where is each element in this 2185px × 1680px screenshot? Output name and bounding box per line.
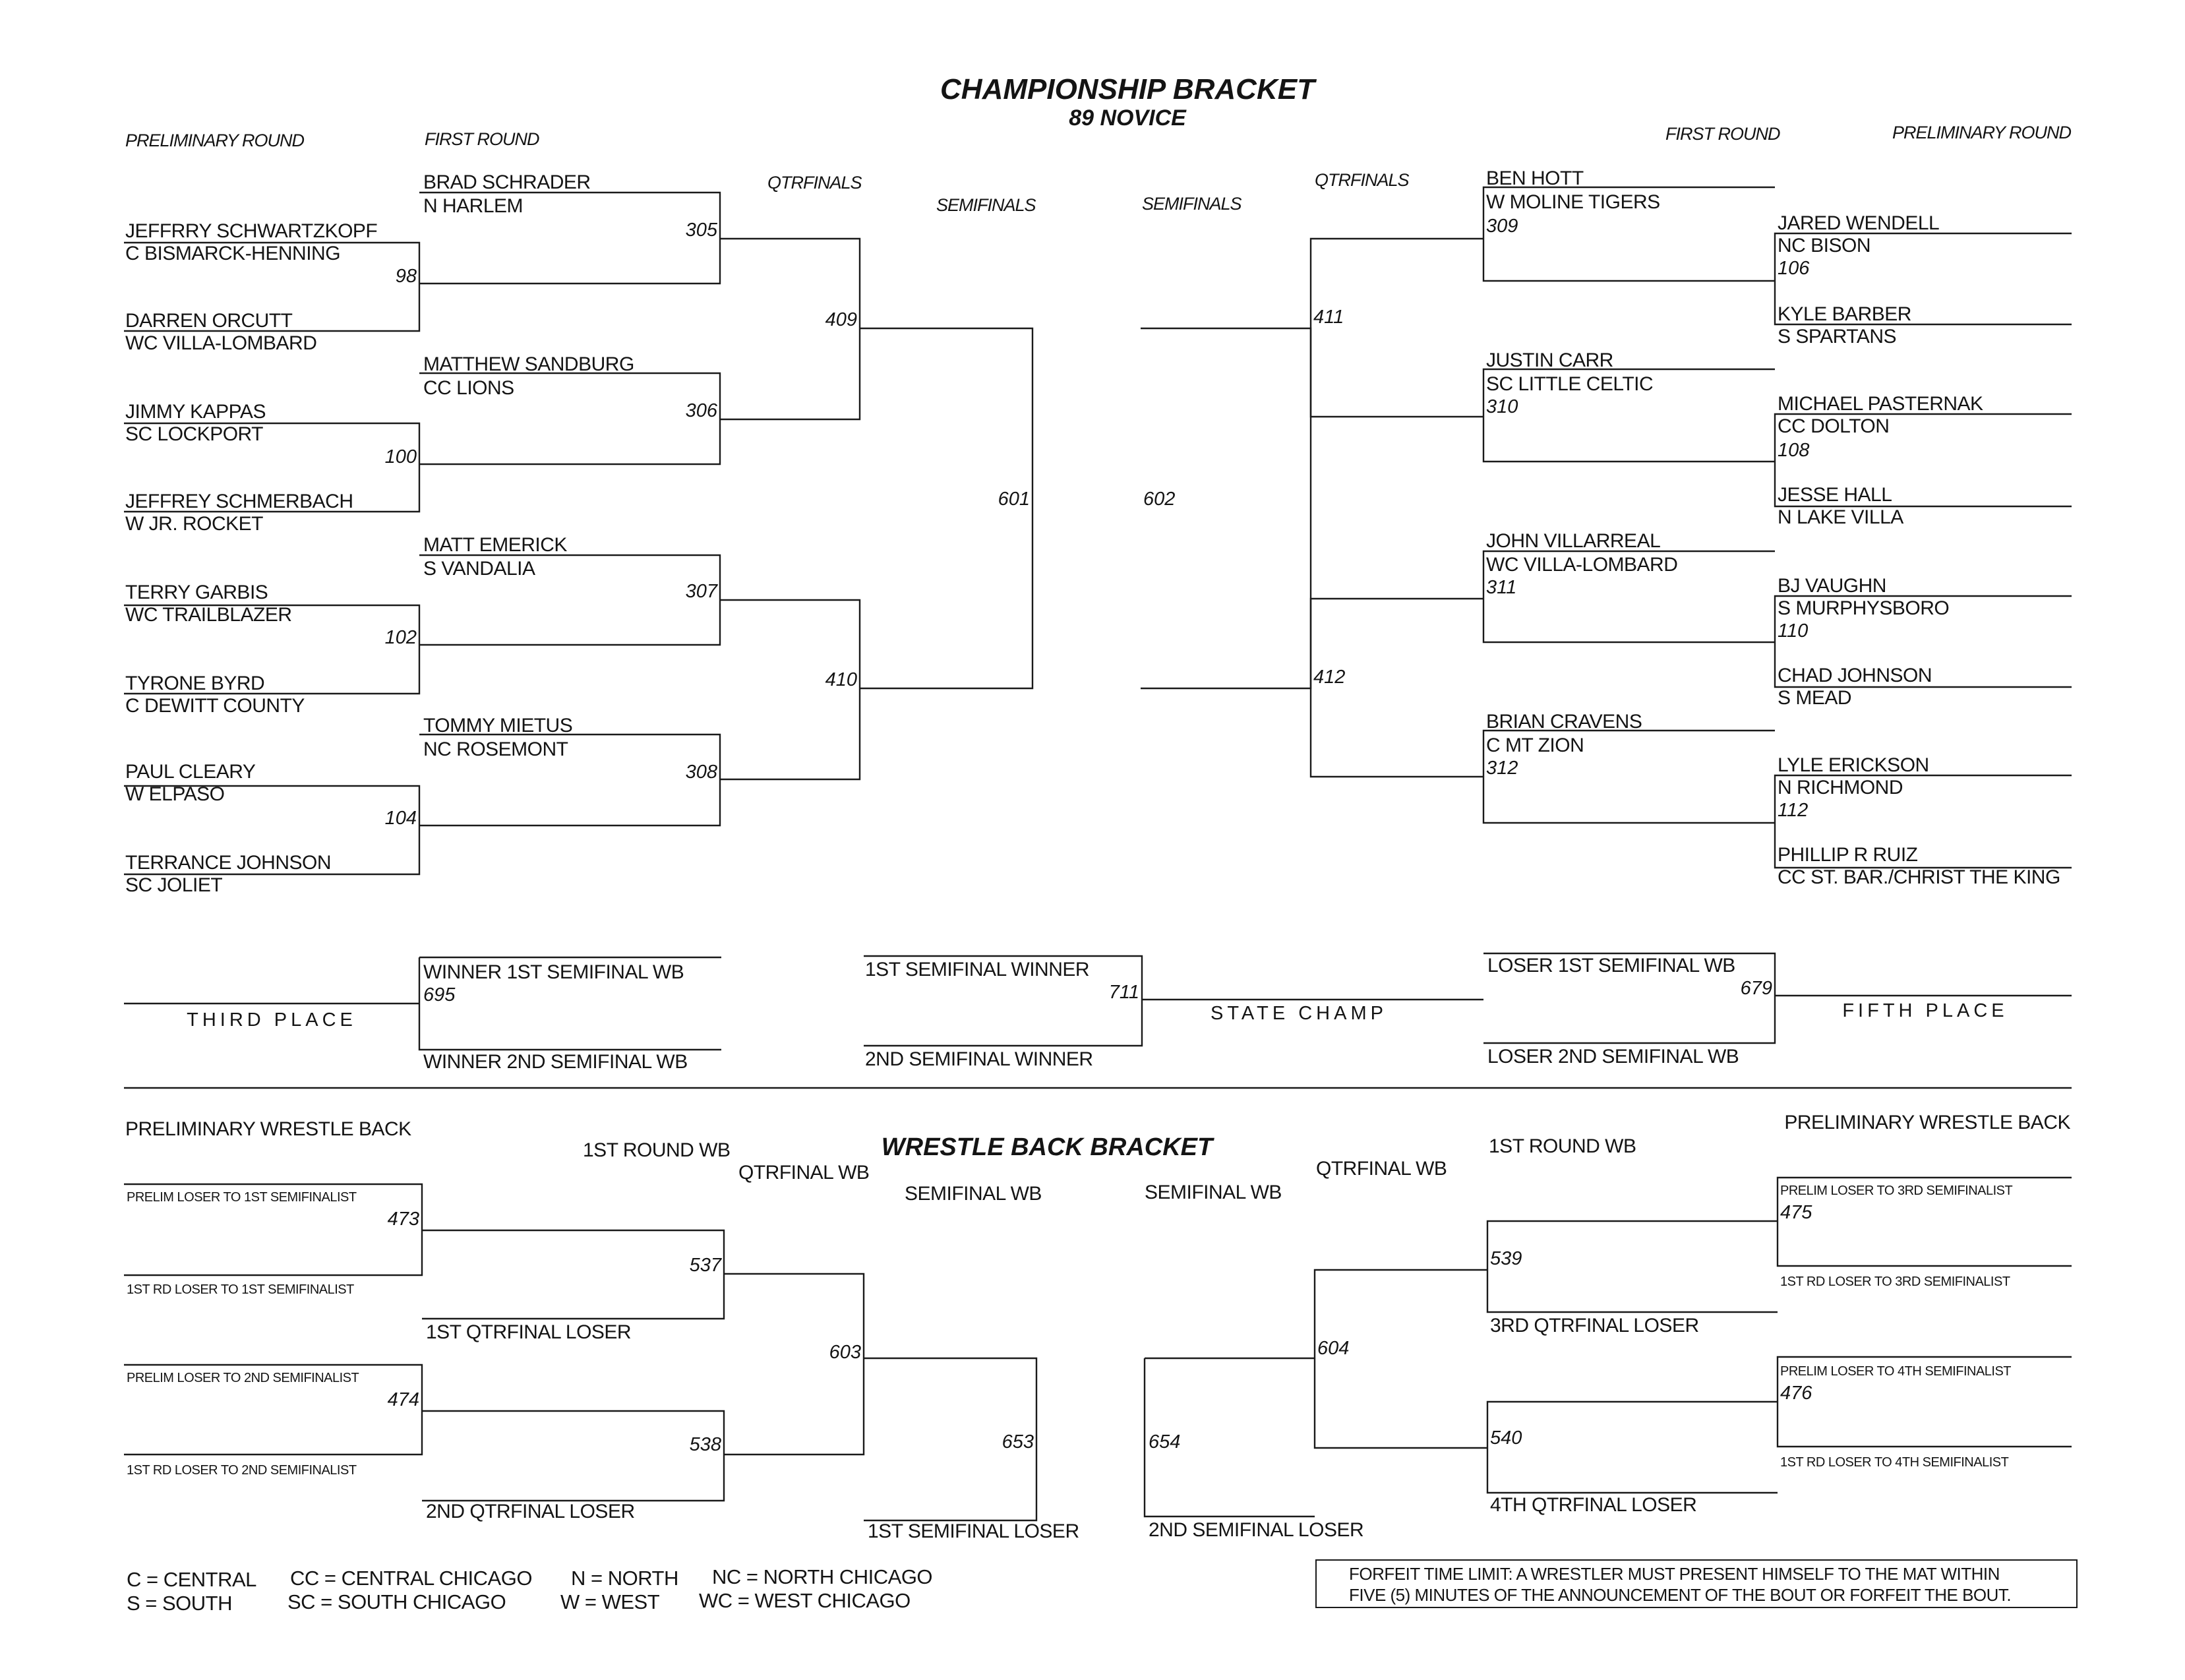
label-prelim-left: PRELIMINARY ROUND bbox=[125, 131, 305, 150]
third-place-label: THIRD PLACE bbox=[187, 1009, 357, 1031]
wb-entry: 1ST RD LOSER TO 4TH SEMIFINALIST bbox=[1780, 1455, 2009, 1470]
right-prelim-wrestlers bbox=[1778, 212, 2060, 888]
legend-item: SC = SOUTH CHICAGO bbox=[287, 1590, 506, 1613]
bout-number: 100 bbox=[384, 446, 417, 467]
wb-entry: PRELIM LOSER TO 4TH SEMIFINALIST bbox=[1780, 1364, 2012, 1379]
legend-item: NC = NORTH CHICAGO bbox=[712, 1565, 933, 1588]
wb-qtr-loser: 4TH QTRFINAL LOSER bbox=[1490, 1494, 1697, 1516]
fifth-place-bottom: LOSER 2ND SEMIFINAL WB bbox=[1487, 1046, 1739, 1067]
label-semi-left: SEMIFINALS bbox=[936, 195, 1036, 215]
bout-number: 601 bbox=[998, 489, 1030, 510]
bout-number: 602 bbox=[1143, 489, 1176, 510]
wrestler-name: JEFFREY SCHMERBACH bbox=[125, 491, 353, 512]
wrestler-name: BJ VAUGHN bbox=[1778, 575, 1886, 597]
wrestler-team: CC LIONS bbox=[423, 377, 514, 399]
wrestler-team: N LAKE VILLA bbox=[1778, 506, 1903, 528]
wb-label-prelim-left: PRELIMINARY WRESTLE BACK bbox=[125, 1118, 411, 1140]
wrestler-team: SC LITTLE CELTIC bbox=[1486, 373, 1654, 395]
wrestle-back-entries bbox=[127, 1184, 2013, 1542]
wrestler-name: JUSTIN CARR bbox=[1486, 349, 1613, 371]
bracket-title: CHAMPIONSHIP BRACKET bbox=[940, 73, 1315, 105]
bout-number: 603 bbox=[829, 1342, 861, 1363]
bout-number: 305 bbox=[685, 220, 717, 241]
wrestler-team: S SPARTANS bbox=[1778, 326, 1897, 347]
wrestler-name: JIMMY KAPPAS bbox=[125, 401, 266, 423]
fifth-place-top: LOSER 1ST SEMIFINAL WB bbox=[1487, 955, 1735, 976]
wrestler-team: WC TRAILBLAZER bbox=[125, 604, 292, 626]
label-qtr-left: QTRFINALS bbox=[767, 173, 862, 193]
bout-number: 654 bbox=[1149, 1431, 1181, 1453]
bracket-subtitle: 89 NOVICE bbox=[1069, 105, 1186, 131]
left-first-wrestlers bbox=[423, 171, 634, 760]
wrestler-team: CC ST. BAR./CHRIST THE KING bbox=[1778, 866, 2060, 888]
wb-label-qtr-left: QTRFINAL WB bbox=[738, 1162, 870, 1184]
wrestler-name: BRIAN CRAVENS bbox=[1486, 711, 1642, 733]
wb-label-qtr-right: QTRFINAL WB bbox=[1316, 1158, 1447, 1180]
wrestler-name: KYLE BARBER bbox=[1778, 303, 1911, 325]
wrestler-name: TERRY GARBIS bbox=[125, 582, 268, 603]
champ-top: 1ST SEMIFINAL WINNER bbox=[865, 959, 1090, 980]
wrestler-team: C BISMARCK-HENNING bbox=[125, 243, 341, 264]
wb-label-semi-right: SEMIFINAL WB bbox=[1145, 1182, 1282, 1203]
state-champ-label: STATE CHAMP bbox=[1211, 1003, 1387, 1024]
bout-number: 540 bbox=[1490, 1427, 1522, 1449]
wrestler-name: DARREN ORCUTT bbox=[125, 310, 293, 332]
wrestler-name: BEN HOTT bbox=[1486, 167, 1584, 189]
legend-item: N = NORTH bbox=[571, 1567, 678, 1590]
bout-number: 308 bbox=[685, 762, 717, 783]
third-place-top: WINNER 1ST SEMIFINAL WB bbox=[423, 961, 684, 983]
legend-item: C = CENTRAL bbox=[127, 1568, 256, 1591]
wb-label-first-right: 1ST ROUND WB bbox=[1489, 1135, 1636, 1157]
label-qtr-right: QTRFINALS bbox=[1315, 170, 1409, 190]
wrestler-name: JARED WENDELL bbox=[1778, 212, 1940, 234]
wrestle-back-title: WRESTLE BACK BRACKET bbox=[881, 1133, 1213, 1161]
wb-entry: PRELIM LOSER TO 2ND SEMIFINALIST bbox=[127, 1371, 359, 1385]
wrestler-team: W ELPASO bbox=[125, 783, 225, 805]
wb-label-prelim-right: PRELIMINARY WRESTLE BACK bbox=[1784, 1112, 2070, 1133]
wrestler-name: JOHN VILLARREAL bbox=[1486, 530, 1661, 552]
wrestler-team: SC JOLIET bbox=[125, 874, 223, 896]
bout-number: 112 bbox=[1778, 800, 1809, 821]
wrestler-name: JESSE HALL bbox=[1778, 484, 1892, 506]
label-prelim-right: PRELIMINARY ROUND bbox=[1892, 123, 2072, 142]
wrestler-team: S MEAD bbox=[1778, 687, 1852, 709]
wrestler-name: LYLE ERICKSON bbox=[1778, 754, 1929, 776]
wb-entry: PRELIM LOSER TO 1ST SEMIFINALIST bbox=[127, 1190, 357, 1205]
wrestler-team: W MOLINE TIGERS bbox=[1486, 191, 1660, 213]
bout-number: 538 bbox=[689, 1434, 721, 1455]
wrestler-name: MATT EMERICK bbox=[423, 534, 567, 556]
wrestler-team: N HARLEM bbox=[423, 195, 524, 217]
third-place-bottom: WINNER 2ND SEMIFINAL WB bbox=[423, 1051, 688, 1073]
wrestler-name: BRAD SCHRADER bbox=[423, 171, 591, 193]
bout-number: 110 bbox=[1778, 620, 1809, 642]
wrestler-name: TYRONE BYRD bbox=[125, 673, 265, 694]
forfeit-line-1: FORFEIT TIME LIMIT: A WRESTLER MUST PRESENT HIMSELF TO THE MAT WITHIN bbox=[1349, 1564, 2000, 1584]
wrestler-team: N RICHMOND bbox=[1778, 777, 1903, 798]
region-legend bbox=[127, 1565, 932, 1615]
bout-number: 412 bbox=[1313, 667, 1346, 688]
legend-item: W = WEST bbox=[560, 1590, 660, 1613]
forfeit-line-2: FIVE (5) MINUTES OF THE ANNOUNCEMENT OF THE BOUT OR FORFEIT THE BOUT. bbox=[1349, 1585, 2012, 1605]
wb-entry: 1ST RD LOSER TO 1ST SEMIFINALIST bbox=[127, 1282, 354, 1297]
wrestler-team: W JR. ROCKET bbox=[125, 513, 263, 535]
legend-item: CC = CENTRAL CHICAGO bbox=[290, 1567, 532, 1590]
legend-item: S = SOUTH bbox=[127, 1592, 233, 1615]
wb-entry: 1ST RD LOSER TO 2ND SEMIFINALIST bbox=[127, 1463, 357, 1478]
bout-number: 310 bbox=[1486, 396, 1518, 417]
label-first-right: FIRST ROUND bbox=[1665, 124, 1780, 144]
wb-qtr-loser: 1ST QTRFINAL LOSER bbox=[426, 1321, 632, 1343]
legend-item: WC = WEST CHICAGO bbox=[699, 1589, 911, 1612]
wrestler-team: WC VILLA-LOMBARD bbox=[125, 332, 317, 354]
placement-section bbox=[124, 953, 2072, 1088]
bout-number: 306 bbox=[685, 400, 717, 421]
bout-number: 312 bbox=[1486, 758, 1518, 779]
wrestler-team: S VANDALIA bbox=[423, 558, 535, 580]
wrestler-name: CHAD JOHNSON bbox=[1778, 665, 1932, 686]
bout-number: 604 bbox=[1317, 1338, 1350, 1359]
bout-number: 679 bbox=[1740, 978, 1772, 999]
wrestler-name: TOMMY MIETUS bbox=[423, 715, 573, 736]
label-semi-right: SEMIFINALS bbox=[1142, 194, 1242, 214]
bout-number: 475 bbox=[1780, 1202, 1812, 1223]
wrestler-team: C DEWITT COUNTY bbox=[125, 695, 305, 717]
fifth-place-label: FIFTH PLACE bbox=[1842, 1000, 2008, 1021]
bout-number: 411 bbox=[1313, 307, 1344, 328]
forfeit-notice bbox=[1316, 1560, 2077, 1607]
champ-bottom: 2ND SEMIFINAL WINNER bbox=[865, 1048, 1093, 1070]
wrestler-name: MATTHEW SANDBURG bbox=[423, 353, 634, 375]
wrestler-name: TERRANCE JOHNSON bbox=[125, 852, 332, 874]
wb-entry: 1ST RD LOSER TO 3RD SEMIFINALIST bbox=[1780, 1275, 2010, 1289]
bout-number: 307 bbox=[685, 581, 717, 602]
bout-number: 537 bbox=[689, 1255, 721, 1276]
bout-numbers-top bbox=[385, 216, 1811, 829]
wb-entry: PRELIM LOSER TO 3RD SEMIFINALIST bbox=[1780, 1184, 2013, 1198]
bout-number: 311 bbox=[1486, 577, 1517, 598]
wrestler-team: S MURPHYSBORO bbox=[1778, 597, 1950, 619]
wb-semi-loser: 2ND SEMIFINAL LOSER bbox=[1149, 1519, 1364, 1541]
bout-number: 98 bbox=[395, 266, 417, 287]
bout-number: 309 bbox=[1486, 216, 1518, 237]
wrestler-team: CC DOLTON bbox=[1778, 415, 1890, 437]
wrestler-name: PHILLIP R RUIZ bbox=[1778, 844, 1918, 866]
wb-label-semi-left: SEMIFINAL WB bbox=[905, 1183, 1042, 1205]
wb-label-first-left: 1ST ROUND WB bbox=[583, 1139, 731, 1161]
wb-qtr-loser: 2ND QTRFINAL LOSER bbox=[426, 1501, 635, 1522]
bout-number: 539 bbox=[1490, 1248, 1522, 1269]
wrestler-team: WC VILLA-LOMBARD bbox=[1486, 554, 1678, 576]
right-bracket-lines bbox=[1141, 187, 2072, 868]
bout-number: 695 bbox=[423, 984, 456, 1005]
wrestler-name: JEFFRRY SCHWARTZKOPF bbox=[125, 220, 378, 242]
bout-number: 409 bbox=[825, 309, 857, 330]
bout-number: 476 bbox=[1780, 1383, 1812, 1404]
bout-number: 473 bbox=[387, 1209, 419, 1230]
wrestler-team: SC LOCKPORT bbox=[125, 423, 263, 445]
bout-number: 108 bbox=[1778, 440, 1810, 461]
wrestler-team: NC ROSEMONT bbox=[423, 738, 568, 760]
bout-number: 653 bbox=[1002, 1431, 1034, 1453]
wrestler-team: C MT ZION bbox=[1486, 735, 1584, 756]
left-prelim-wrestlers bbox=[125, 220, 377, 896]
wb-qtr-loser: 3RD QTRFINAL LOSER bbox=[1490, 1315, 1699, 1336]
wb-semi-loser: 1ST SEMIFINAL LOSER bbox=[868, 1520, 1079, 1542]
wrestler-name: PAUL CLEARY bbox=[125, 761, 256, 783]
bout-number: 474 bbox=[387, 1389, 419, 1410]
bout-number: 104 bbox=[384, 808, 417, 829]
wrestler-team: NC BISON bbox=[1778, 235, 1871, 256]
bout-number: 102 bbox=[384, 627, 417, 648]
bout-number: 410 bbox=[825, 669, 857, 690]
wrestler-name: MICHAEL PASTERNAK bbox=[1778, 393, 1983, 415]
bout-number: 106 bbox=[1778, 258, 1810, 279]
label-first-left: FIRST ROUND bbox=[425, 129, 539, 149]
bout-number: 711 bbox=[1108, 982, 1139, 1003]
